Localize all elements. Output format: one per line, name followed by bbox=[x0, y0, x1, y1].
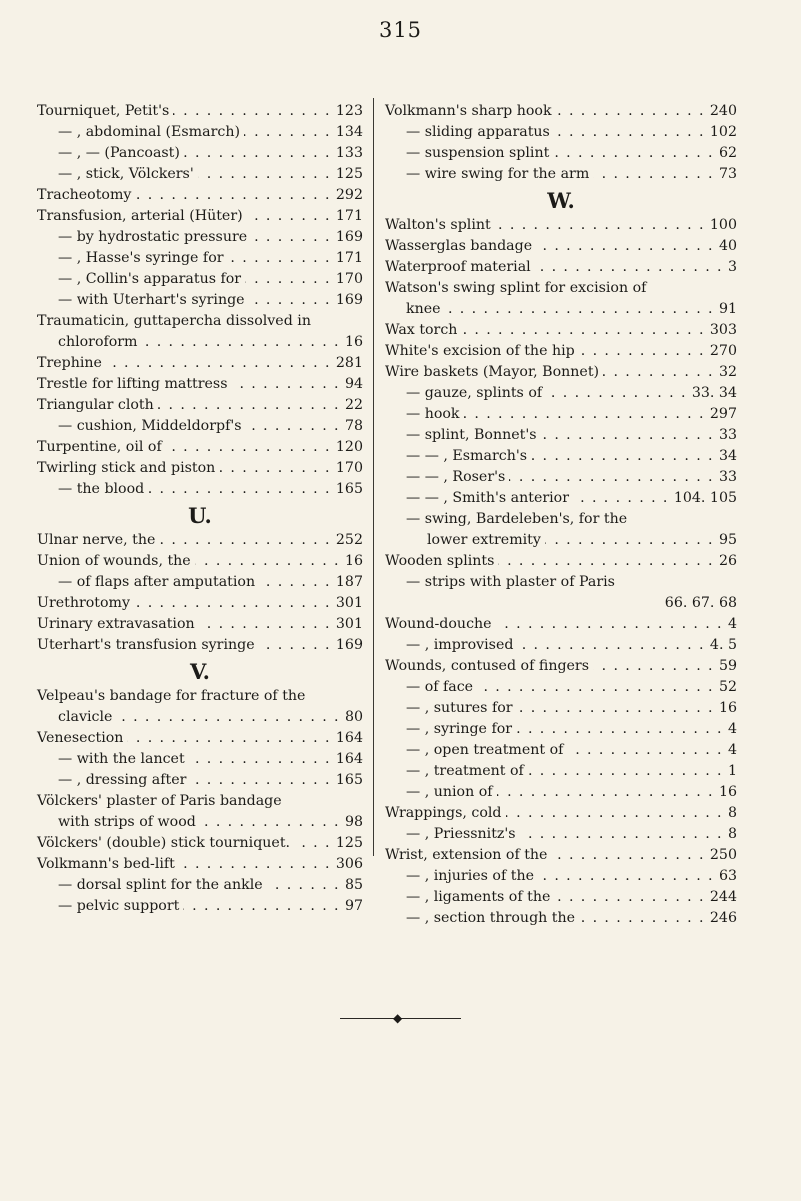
page-reference: 102 bbox=[709, 124, 737, 140]
dot-leader bbox=[251, 227, 331, 248]
page-reference: 95 bbox=[718, 532, 737, 548]
page-reference: 16 bbox=[344, 334, 363, 350]
index-entry bbox=[37, 437, 363, 458]
dot-leader bbox=[554, 122, 705, 143]
index-entry bbox=[385, 551, 737, 572]
index-subentry bbox=[37, 164, 363, 185]
page-reference: 1 bbox=[727, 763, 737, 779]
page-reference: 85 bbox=[344, 877, 363, 893]
page-reference: 171 bbox=[335, 250, 363, 266]
entry-text: Trestle for lifting mattress bbox=[37, 376, 228, 392]
dot-leader bbox=[183, 896, 340, 917]
page-reference: 32 bbox=[718, 364, 737, 380]
page-reference: 250 bbox=[709, 847, 737, 863]
index-entry bbox=[37, 530, 363, 551]
entry-text: — , syringe for bbox=[406, 721, 513, 737]
index-subentry bbox=[385, 635, 737, 656]
index-entry bbox=[37, 614, 363, 635]
dot-leader bbox=[259, 572, 331, 593]
dot-leader bbox=[554, 887, 705, 908]
index-subentry bbox=[37, 227, 363, 248]
index-entry bbox=[37, 854, 363, 875]
entry-text: Wasserglas bandage bbox=[385, 238, 533, 254]
entry-text: — , sutures for bbox=[406, 700, 513, 716]
index-entry bbox=[37, 332, 363, 353]
entry-text: clavicle bbox=[58, 709, 113, 725]
index-subentry bbox=[385, 761, 737, 782]
dot-leader bbox=[506, 803, 723, 824]
entry-text: — suspension splint bbox=[406, 145, 550, 161]
page-reference: 170 bbox=[335, 271, 363, 287]
entry-text: Tracheotomy bbox=[37, 187, 132, 203]
dot-leader bbox=[541, 425, 714, 446]
page-reference: 94 bbox=[344, 376, 363, 392]
entry-text: — , improvised bbox=[406, 637, 514, 653]
entry-text: Trephine bbox=[37, 355, 102, 371]
entry-text: Urethrotomy bbox=[37, 595, 131, 611]
index-subentry bbox=[385, 719, 737, 740]
dot-leader bbox=[199, 614, 331, 635]
index-subentry bbox=[37, 269, 363, 290]
page-reference: 303 bbox=[709, 322, 737, 338]
index-entry bbox=[37, 833, 363, 854]
page-reference: 33. 34 bbox=[691, 385, 737, 401]
entry-text: knee bbox=[406, 301, 441, 317]
entry-text: — splint, Bonnet's bbox=[406, 427, 537, 443]
dot-leader bbox=[528, 761, 723, 782]
index-entry bbox=[37, 458, 363, 479]
index-entry-line: Traumaticin, guttapercha dissolved in bbox=[37, 313, 311, 329]
index-page-ref: 66. 67. 68 bbox=[664, 595, 737, 611]
entry-text: — , Priessnitz's bbox=[406, 826, 516, 842]
entry-text: Wrappings, cold bbox=[385, 805, 502, 821]
dot-leader bbox=[116, 707, 340, 728]
dot-leader bbox=[516, 719, 723, 740]
entry-text: Volkmann's sharp hook bbox=[385, 103, 552, 119]
page-reference: 125 bbox=[335, 166, 363, 182]
page-reference: 3 bbox=[727, 259, 737, 275]
page-reference: 169 bbox=[335, 637, 363, 653]
index-subentry bbox=[385, 488, 737, 509]
entry-text: lower extremity bbox=[427, 532, 541, 548]
dot-leader bbox=[520, 824, 723, 845]
index-subentry bbox=[37, 248, 363, 269]
index-column-left bbox=[37, 101, 363, 917]
page-reference: 165 bbox=[335, 481, 363, 497]
entry-text: chloroform bbox=[58, 334, 138, 350]
index-column-right bbox=[385, 101, 737, 929]
page-reference: 281 bbox=[335, 355, 363, 371]
page-reference: 301 bbox=[335, 616, 363, 632]
page-reference: 164 bbox=[335, 730, 363, 746]
entry-text: — the blood bbox=[58, 481, 145, 497]
page-reference: 97 bbox=[344, 898, 363, 914]
dot-leader bbox=[148, 479, 331, 500]
index-entry bbox=[37, 374, 363, 395]
page-reference: 270 bbox=[709, 343, 737, 359]
dot-leader bbox=[509, 467, 714, 488]
column-divider bbox=[373, 98, 374, 856]
dot-leader bbox=[106, 353, 331, 374]
entry-text: — , stick, Völckers' bbox=[58, 166, 194, 182]
dot-leader bbox=[200, 812, 340, 833]
index-subentry bbox=[37, 875, 363, 896]
index-entry bbox=[37, 353, 363, 374]
page-reference: 169 bbox=[335, 229, 363, 245]
index-entry bbox=[385, 236, 737, 257]
bottom-ornament: ◆ bbox=[393, 1011, 403, 1025]
entry-text: — sliding apparatus bbox=[406, 124, 550, 140]
page-reference: 40 bbox=[718, 238, 737, 254]
entry-text: Uterhart's transfusion syringe bbox=[37, 637, 255, 653]
index-entry bbox=[385, 614, 737, 635]
index-subentry bbox=[385, 446, 737, 467]
index-subentry bbox=[385, 887, 737, 908]
dot-leader bbox=[461, 320, 704, 341]
index-entry bbox=[37, 812, 363, 833]
page-reference: 33 bbox=[718, 427, 737, 443]
entry-text: — , ligaments of the bbox=[406, 889, 551, 905]
index-entry-line: Watson's swing splint for excision of bbox=[385, 280, 647, 296]
index-subentry bbox=[385, 866, 737, 887]
entry-text: Triangular cloth bbox=[37, 397, 154, 413]
index-subentry bbox=[37, 143, 363, 164]
entry-text: Völckers' (double) stick tourniquet. bbox=[37, 835, 291, 851]
index-subentry bbox=[385, 467, 737, 488]
dot-leader bbox=[517, 635, 704, 656]
index-subentry bbox=[385, 425, 737, 446]
dot-leader bbox=[538, 866, 714, 887]
dot-leader bbox=[593, 656, 714, 677]
index-entry bbox=[385, 803, 737, 824]
dot-leader bbox=[247, 206, 331, 227]
index-entry bbox=[385, 257, 737, 278]
page-reference: 4. 5 bbox=[709, 637, 737, 653]
page-reference: 80 bbox=[344, 709, 363, 725]
index-entry bbox=[37, 707, 363, 728]
entry-text: Urinary extravasation bbox=[37, 616, 195, 632]
page-reference: 244 bbox=[709, 889, 737, 905]
dot-leader bbox=[190, 770, 331, 791]
index-subentry bbox=[385, 824, 737, 845]
page-reference: 52 bbox=[718, 679, 737, 695]
entry-text: Twirling stick and piston bbox=[37, 460, 216, 476]
entry-text: Wax torch bbox=[385, 322, 458, 338]
entry-text: Tourniquet, Petit's bbox=[37, 103, 170, 119]
entry-text: — , open treatment of bbox=[406, 742, 564, 758]
page-reference: 246 bbox=[709, 910, 737, 926]
entry-text: — , union of bbox=[406, 784, 493, 800]
page-reference: 4 bbox=[727, 742, 737, 758]
index-entry bbox=[385, 215, 737, 236]
entry-text: Union of wounds, the bbox=[37, 553, 191, 569]
dot-leader bbox=[267, 875, 340, 896]
page-reference: 297 bbox=[709, 406, 737, 422]
dot-leader bbox=[244, 122, 331, 143]
dot-leader bbox=[195, 551, 340, 572]
index-entry bbox=[385, 101, 737, 122]
index-entry bbox=[385, 320, 737, 341]
dot-leader bbox=[579, 908, 705, 929]
index-entry-line: — strips with plaster of Paris bbox=[406, 574, 615, 590]
dot-leader bbox=[553, 143, 714, 164]
index-subentry bbox=[37, 290, 363, 311]
page-reference: 292 bbox=[335, 187, 363, 203]
page-reference: 171 bbox=[335, 208, 363, 224]
entry-text: — gauze, splints of bbox=[406, 385, 543, 401]
dot-leader bbox=[158, 395, 340, 416]
dot-leader bbox=[198, 164, 331, 185]
page-reference: 8 bbox=[727, 826, 737, 842]
page-reference: 62 bbox=[718, 145, 737, 161]
index-subentry bbox=[37, 770, 363, 791]
index-subentry bbox=[37, 479, 363, 500]
index-entry-line: Velpeau's bandage for fracture of the bbox=[37, 688, 306, 704]
index-subentry bbox=[37, 749, 363, 770]
dot-leader bbox=[245, 269, 331, 290]
entry-text: with strips of wood bbox=[58, 814, 196, 830]
dot-leader bbox=[567, 740, 723, 761]
entry-text: — of face bbox=[406, 679, 474, 695]
dot-leader bbox=[498, 551, 714, 572]
dot-leader bbox=[495, 215, 705, 236]
page-reference: 4 bbox=[727, 721, 737, 737]
index-subentry bbox=[385, 698, 737, 719]
page-reference: 16 bbox=[718, 700, 737, 716]
entry-text: Wire baskets (Mayor, Bonnet) bbox=[385, 364, 600, 380]
index-subentry bbox=[385, 740, 737, 761]
entry-text: — , abdominal (Esmarch) bbox=[58, 124, 240, 140]
entry-text: White's excision of the hip bbox=[385, 343, 575, 359]
dot-leader bbox=[579, 341, 705, 362]
entry-text: — , section through the bbox=[406, 910, 576, 926]
entry-text: — — , Roser's bbox=[406, 469, 506, 485]
index-entry bbox=[385, 341, 737, 362]
page-reference: 133 bbox=[335, 145, 363, 161]
entry-text: — hook bbox=[406, 406, 460, 422]
page-reference: 104. 105 bbox=[673, 490, 737, 506]
page-reference: 123 bbox=[335, 103, 363, 119]
dot-leader bbox=[464, 404, 705, 425]
page-reference: 98 bbox=[344, 814, 363, 830]
index-entry bbox=[385, 530, 737, 551]
dot-leader bbox=[173, 101, 331, 122]
page-reference: 301 bbox=[335, 595, 363, 611]
entry-text: — wire swing for the arm bbox=[406, 166, 590, 182]
page-reference: 16 bbox=[344, 553, 363, 569]
index-subentry bbox=[385, 908, 737, 929]
dot-leader bbox=[135, 185, 330, 206]
entry-text: Wrist, extension of the bbox=[385, 847, 548, 863]
page-reference: 120 bbox=[335, 439, 363, 455]
index-subentry bbox=[37, 122, 363, 143]
page-reference: 252 bbox=[335, 532, 363, 548]
dot-leader bbox=[232, 374, 340, 395]
index-subentry bbox=[385, 782, 737, 803]
page-reference: 22 bbox=[344, 397, 363, 413]
dot-leader bbox=[166, 437, 331, 458]
index-entry bbox=[385, 362, 737, 383]
page-reference: 165 bbox=[335, 772, 363, 788]
dot-leader bbox=[134, 593, 331, 614]
entry-text: Venesection bbox=[37, 730, 124, 746]
index-subentry bbox=[37, 416, 363, 437]
dot-leader bbox=[477, 677, 714, 698]
entry-text: — , — (Pancoast) bbox=[58, 145, 180, 161]
dot-leader bbox=[551, 845, 704, 866]
dot-leader bbox=[127, 728, 330, 749]
page-reference: 4 bbox=[727, 616, 737, 632]
entry-text: — , dressing after bbox=[58, 772, 187, 788]
entry-text: Volkmann's bed-lift bbox=[37, 856, 175, 872]
page-reference: 26 bbox=[718, 553, 737, 569]
entry-text: — with Uterhart's syringe bbox=[58, 292, 245, 308]
dot-leader bbox=[294, 833, 331, 854]
index-subentry bbox=[385, 122, 737, 143]
index-entry bbox=[37, 635, 363, 656]
page-reference: 306 bbox=[335, 856, 363, 872]
dot-leader bbox=[159, 530, 331, 551]
page-reference: 170 bbox=[335, 460, 363, 476]
index-entry bbox=[37, 206, 363, 227]
index-entry bbox=[37, 101, 363, 122]
index-entry bbox=[37, 728, 363, 749]
page-reference: 100 bbox=[709, 217, 737, 233]
index-subentry bbox=[385, 383, 737, 404]
page-reference: 134 bbox=[335, 124, 363, 140]
dot-leader bbox=[556, 101, 705, 122]
index-entry bbox=[385, 656, 737, 677]
index-entry bbox=[37, 185, 363, 206]
page-reference: 59 bbox=[718, 658, 737, 674]
index-entry bbox=[385, 845, 737, 866]
index-entry bbox=[37, 593, 363, 614]
dot-leader bbox=[142, 332, 340, 353]
dot-leader bbox=[228, 248, 331, 269]
index-entry bbox=[37, 551, 363, 572]
page-reference: 187 bbox=[335, 574, 363, 590]
entry-text: Ulnar nerve, the bbox=[37, 532, 156, 548]
dot-leader bbox=[536, 236, 714, 257]
section-letter: W. bbox=[547, 188, 575, 213]
entry-text: Waterproof material bbox=[385, 259, 531, 275]
entry-text: — , injuries of the bbox=[406, 868, 534, 884]
index-subentry bbox=[385, 164, 737, 185]
index-entry-line: — swing, Bardeleben's, for the bbox=[406, 511, 628, 527]
entry-text: — , Collin's apparatus for bbox=[58, 271, 242, 287]
entry-text: Wooden splints bbox=[385, 553, 495, 569]
dot-leader bbox=[246, 416, 340, 437]
entry-text: — — , Esmarch's bbox=[406, 448, 528, 464]
dot-leader bbox=[535, 257, 723, 278]
index-entry bbox=[385, 299, 737, 320]
entry-text: Walton's splint bbox=[385, 217, 491, 233]
index-subentry bbox=[37, 572, 363, 593]
index-entry-line: Völckers' plaster of Paris bandage bbox=[37, 793, 282, 809]
entry-text: — pelvic support bbox=[58, 898, 180, 914]
section-letter: U. bbox=[188, 503, 212, 528]
dot-leader bbox=[219, 458, 331, 479]
entry-text: Turpentine, oil of bbox=[37, 439, 162, 455]
dot-leader bbox=[517, 698, 714, 719]
page-reference: 240 bbox=[709, 103, 737, 119]
entry-text: — , treatment of bbox=[406, 763, 524, 779]
page-reference: 78 bbox=[344, 418, 363, 434]
index-subentry bbox=[37, 896, 363, 917]
entry-text: Transfusion, arterial (Hüter) bbox=[37, 208, 243, 224]
dot-leader bbox=[184, 143, 331, 164]
entry-text: Wound-douche bbox=[385, 616, 492, 632]
page-reference: 169 bbox=[335, 292, 363, 308]
dot-leader bbox=[189, 749, 331, 770]
dot-leader bbox=[179, 854, 331, 875]
page-reference: 63 bbox=[718, 868, 737, 884]
index-entry bbox=[37, 395, 363, 416]
page-reference: 34 bbox=[718, 448, 737, 464]
index-subentry bbox=[385, 143, 737, 164]
page-reference: 125 bbox=[335, 835, 363, 851]
entry-text: — with the lancet bbox=[58, 751, 185, 767]
entry-text: Wounds, contused of fingers bbox=[385, 658, 589, 674]
entry-text: — dorsal splint for the ankle bbox=[58, 877, 263, 893]
page-reference: 33 bbox=[718, 469, 737, 485]
dot-leader bbox=[593, 164, 714, 185]
dot-leader bbox=[573, 488, 669, 509]
dot-leader bbox=[445, 299, 714, 320]
page-number: 315 bbox=[378, 18, 423, 42]
entry-text: — cushion, Middeldorpf's bbox=[58, 418, 242, 434]
dot-leader bbox=[249, 290, 331, 311]
dot-leader bbox=[531, 446, 714, 467]
dot-leader bbox=[497, 782, 714, 803]
entry-text: — by hydrostatic pressure bbox=[58, 229, 248, 245]
page-reference: 8 bbox=[727, 805, 737, 821]
dot-leader bbox=[603, 362, 714, 383]
page-reference: 164 bbox=[335, 751, 363, 767]
dot-leader bbox=[259, 635, 331, 656]
section-letter: V. bbox=[190, 659, 210, 684]
page-reference: 91 bbox=[718, 301, 737, 317]
index-subentry bbox=[385, 404, 737, 425]
entry-text: — , Hasse's syringe for bbox=[58, 250, 224, 266]
page-reference: 16 bbox=[718, 784, 737, 800]
dot-leader bbox=[546, 383, 687, 404]
page-reference: 73 bbox=[718, 166, 737, 182]
index-subentry bbox=[385, 677, 737, 698]
dot-leader bbox=[545, 530, 714, 551]
dot-leader bbox=[496, 614, 723, 635]
entry-text: — of flaps after amputation bbox=[58, 574, 256, 590]
entry-text: — — , Smith's anterior bbox=[406, 490, 569, 506]
